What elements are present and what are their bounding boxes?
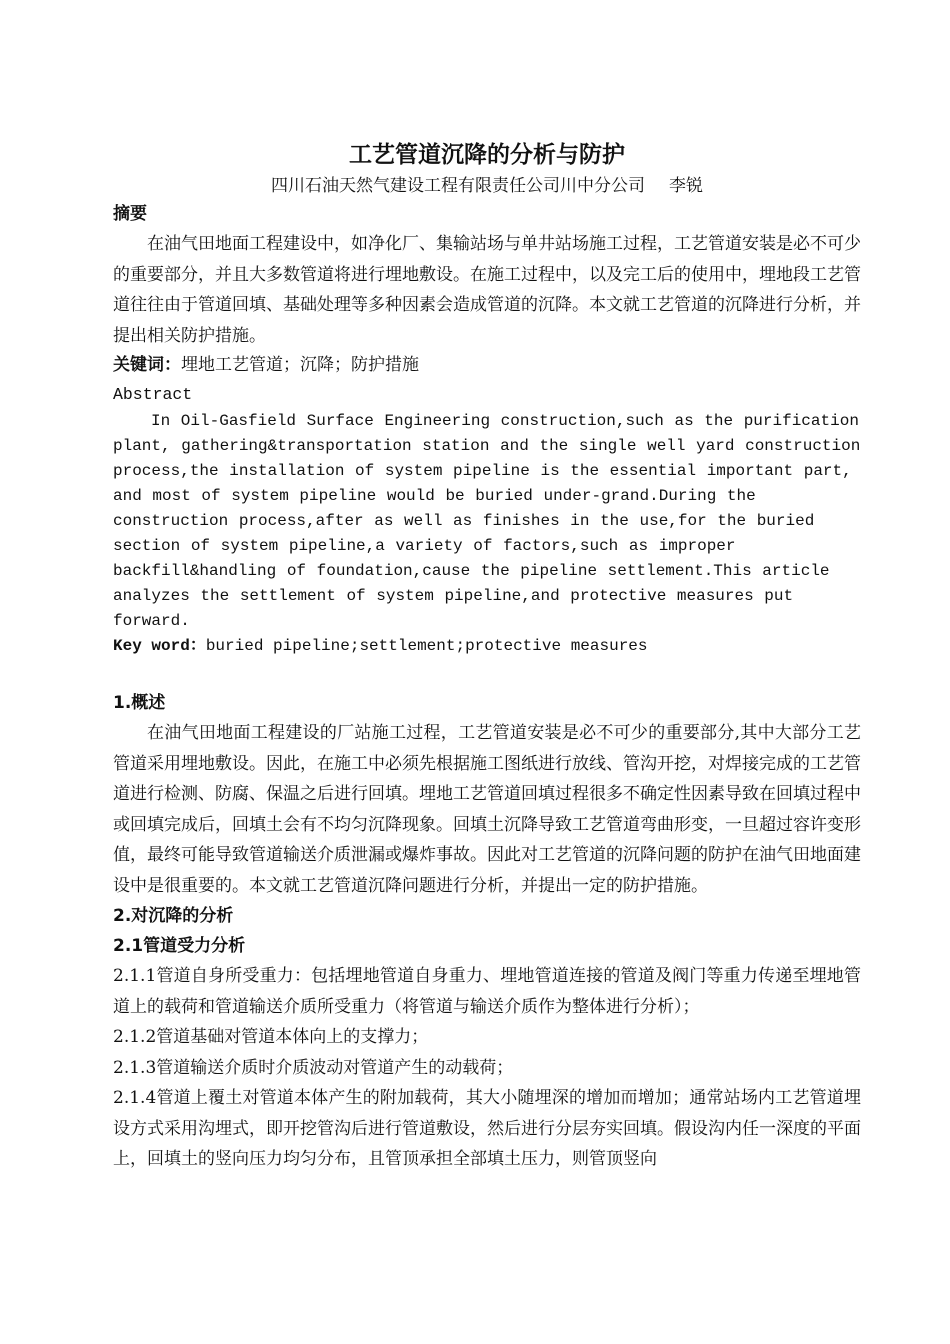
author-affiliation: 四川石油天然气建设工程有限责任公司川中分公司: [271, 176, 645, 196]
paper-title: 工艺管道沉降的分析与防护: [349, 142, 625, 168]
keywords-cn-text: 埋地工艺管道；沉降；防护措施: [181, 355, 419, 375]
keywords-en: [113, 634, 861, 659]
section-2-1-4: 2.1.4管道上覆土对管道本体产生的附加载荷，其大小随埋深的增加而增加；通常站场内工艺管道埋设方式采用沟埋式，即开挖管沟后进行管道敷设，然后进行分层夯实回填。假设沟内任一深度的平面上，回填土的竖向压力均匀分布，且管顶承担全部填土压力，则管顶竖向: [113, 1088, 861, 1169]
section-2-1-3: 2.1.3管道输送介质时介质波动对管道产生的动载荷；: [113, 1057, 514, 1078]
author-name: 李锐: [669, 176, 703, 196]
abstract-cn-text: 在油气田地面工程建设中，如净化厂、集输站场与单井站场施工过程，工艺管道安装是必不可少的重要部分，并且大多数管道将进行埋地敷设。在施工过程中，以及完工后的使用中，埋地段工艺管道往往由于管道回填、基础处理等多种因素会造成管道的沉降。本文就工艺管道的沉降进行分析，并提出相关防护措施。: [113, 234, 861, 346]
section-2-1-heading: 2.1管道受力分析: [113, 936, 246, 956]
section-2-1-2: 2.1.2管道基础对管道本体向上的支撑力；: [113, 1027, 429, 1047]
section-1-text: 在油气田地面工程建设的厂站施工过程，工艺管道安装是必不可少的重要部分,其中大部分工艺管道采用埋地敷设。因此，在施工中必须先根据施工图纸进行放线、管沟开挖，对焊接完成的工艺管道进行检测、防腐、保温之后进行回填。埋地工艺管道回填过程很多不确定性因素导致在回填过程中或回填完成后，回填土会有不均匀沉降现象。回填土沉降导致工艺管道弯曲形变，一旦超过容许变形值，最终可能导致管道输送介质泄漏或爆炸事故。因此对工艺管道的沉降问题的防护在油气田地面建设中是很重要的。本文就工艺管道沉降问题进行分析，并提出一定的防护措施。: [113, 723, 861, 896]
section-2-1-1: 2.1.1管道自身所受重力：包括埋地管道自身重力、埋地管道连接的管道及阀门等重力传递至埋地管道上的载荷和管道输送介质所受重力（将管道与输送介质作为整体进行分析）；: [113, 966, 861, 1017]
abstract-en-text: In Oil-Gasfield Surface Engineering construction,such as the purification plant, gathering&transportation station and the single well yard construction process,the installation of system pipeline is the essential important part, and most of system pipeline would be buried under-grand.During the construction process,after as well as finishes in the use,for the buried section of system pipeline,a variety of factors,such as improper backfill&handling of foundation,cause the pipeline settlement.This article analyzes the settlement of system pipeline,and protective measures put forward.: [113, 412, 861, 630]
keywords-en-text: buried pipeline;settlement;protective measures: [205, 637, 648, 655]
section-1-heading: 1.概述: [113, 693, 166, 713]
section-2-heading: 2.对沉降的分析: [113, 906, 234, 926]
abstract-cn-label: 摘要: [113, 204, 147, 224]
author-line: [113, 172, 861, 200]
keywords-cn-label: 关键词：: [113, 355, 181, 375]
section-spacer: [113, 659, 861, 686]
document-page: [113, 138, 861, 1175]
keywords-cn: [113, 351, 861, 380]
keywords-en-label: Key word：: [113, 637, 206, 655]
abstract-en-label: Abstract: [113, 385, 193, 404]
